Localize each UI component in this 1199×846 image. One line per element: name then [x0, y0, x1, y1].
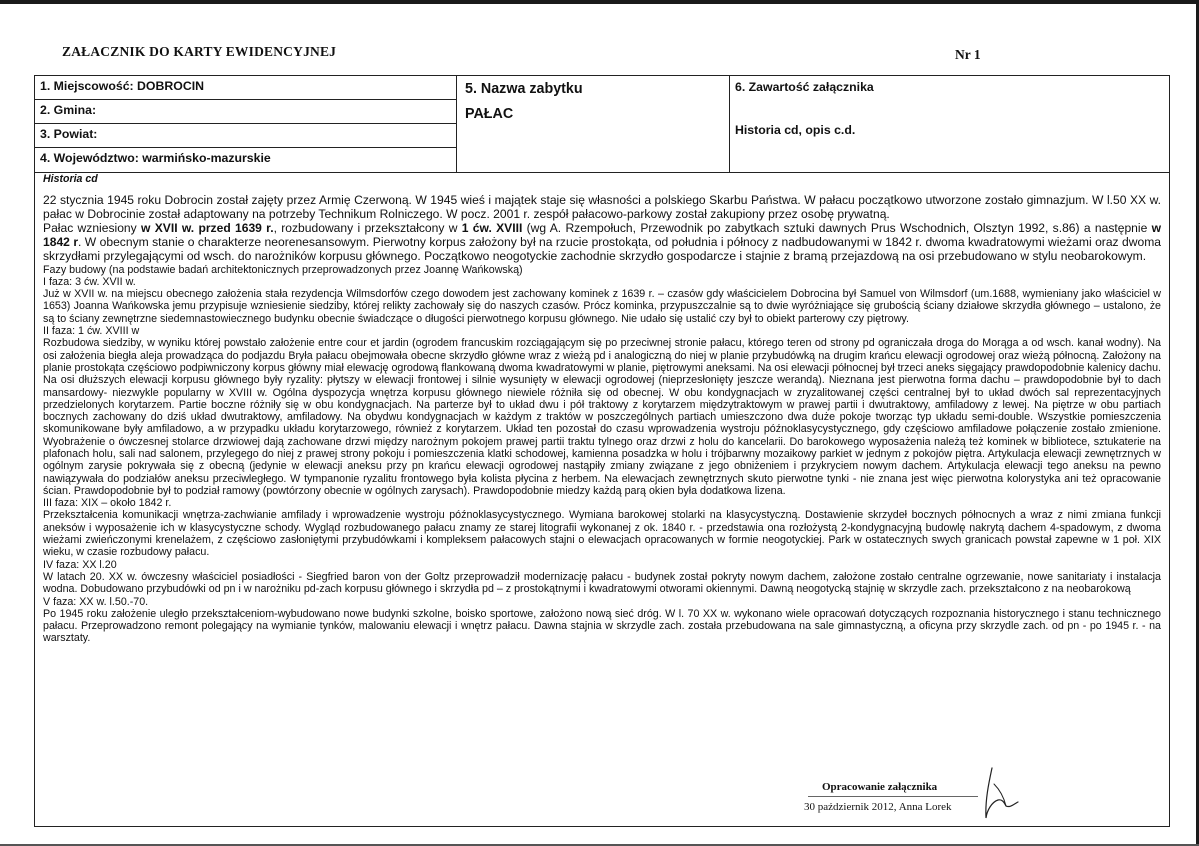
attachment-frame	[34, 75, 1170, 827]
phase-heading: IV faza: XX l.20	[43, 558, 117, 571]
paragraph: Rozbudowa siedziby, w wyniku której powstało założenie entre cour et jardin (ogrodem francuskim rozciągającym się po przeciwnej stronie pałacu, którego teren od strony pd ograniczała droga do Morąga a od wsch. kanał wodny). Na osi założenia biegła aleja prowadząca do podjazdu Bryła pałacu obejmowała obecne skrzydło główne wraz z wieżą pd i analogiczną do niej w planie przybudówką na drugim krańcu elewacji ogrodowej oraz wieżą północną. Założony na planie prostokąta częściowo podpiwniczony korpus główny miał elewację ogrodową flankowaną dwoma kwadratowymi w planie, piętrowymi aneksami. Na osi elewacji północnej był trzeci aneks sięgający prawdopodobnie kalenicy dachu. Na osi dłuższych elewacji korpusu głównego były ryzality: płytszy w elewacji frontowej i silnie wysunięty w elewacji ogrodowej (nieprzesłonięty jeszcze werandą). Nieznana jest pierwotna forma dachu – prawdopodobnie był to dach mansardowy- niezwykle popularny w XVIII w. Ogólna dyspozycja wnętrza korpusu głównego niewiele różniła się od obecnej. W obu kondygnacjach w zryzalitowanej części centralnej był to układ dwóch sal reprezentacyjnych przedzielonych korytarzem. Partie boczne różniły się w obu kondygnacjach. Na parterze był to układ dwu i pół traktowy z korytarzem międzytraktowym w prawej partii i dwutraktowy, amfiladowy z lewej. Na piętrze w obu partiach bocznych zachowany do dziś układ dwutraktowy, amfiladowy. Na obydwu kondygnacjach w każdym z traktów w poszczególnych partiach umieszczono dwa duże pokoje tworząc typ układu semi-double. Wszystkie pomieszczenia skomunikowane były amfiladowo, a w przypadku układu korytarzowego, również z korytarzem. Układ ten pozostał do czasu wprowadzenia wystroju późnoklasycystycznego, gdy częściowo amfiladowe połączenie zostało zmienione. Wyobrażenie o ówczesnej stolarce drzwiowej dają zachowane drzwi między narożnym pokojem prawej partii traktu tylnego oraz drzwi z holu do kancelarii. Do barokowego wyposażenia należą też kominek w bibliotece, sztukaterie na plafonach holu, sali nad salonem, przylegego do niej z prawej strony pokoju i pomieszczenia klatki schodowej, kamienna posadzka w holu i trójbarwny mozaikowy parkiet w jednym z pokojów piętra. Artykulacja elewacji zewnętrznych w ogólnym zarysie pokrywała się z obecną (jedynie w elewacji aneksu przy pn krańcu elewacji ogrodowej nastąpiły zmiany związane z jego obniżeniem i przykryciem nowym dachem. Artykulacja elewacji tego aneksu na pewno nawiązywała do podziałów aneksu przeciwległego. W tympanonie ryzalitu frontowego była kolista płycina z herbem. Na elewacjach zewnętrznych skuto pierwotne tynki - nie znana jest więc pierwotna kolorystyka ani też opracowanie ścian. Prawdopodobnie był to podział ramowy (powtórzony obecnie w ogólnych zarysach). Prawdopodobnie miedzy każdą parą okien była dodatkowa lizena.	[43, 337, 1161, 497]
paragraph: Pałac wzniesiony w XVII w. przed 1639 r., rozbudowany i przekształcony w 1 ćw. XVIII (wg A. Rzempołuch, Przewodnik po zabytkach sztuki dawnych Prus Wschodnich, Olsztyn 1992, s.86) a następnie w 1842 r. W obecnym stanie o charakterze neorenesansowym. Pierwotny korpus założony był na rzucie prostokąta, od południa i północy z nadbudowanymi w 1842 r. dwoma kwadratowymi wieżami oraz dwoma skrzydłami przylegającymi od wsch. do narożników korpusu głównego. Początkowo neogotyckie zachodnie skrzydło gospodarcze i stajnie z bramą przejazdową na osi przebudowano w stylu neobarokowym.	[43, 220, 1162, 263]
field-nazwa-value: PAŁAC	[465, 106, 514, 122]
divider	[456, 76, 457, 173]
paragraph: Po 1945 roku założenie uległo przekształceniom-wybudowano nowe budynki szkolne, boisko sportowe, założono nową sieć dróg. W l. 70 XX w. wykonano wiele opracowań dotyczących rozpoznania historycznego i stanu technicznego pałacu. Przeprowadzono remont polegający na wymianie tynków, malowaniu elewacji i wnętrz pałacu. Dawna stajnia w skrzydle zach. została przebudowana na sale gimnastyczną, a oficyna przy skrzydle zach. od pn - po 1945 r. - na warsztaty.	[43, 607, 1161, 645]
paragraph: Fazy budowy (na podstawie badań architektonicznych przeprowadzonych przez Joannę Wańkowską)	[43, 263, 523, 276]
divider	[35, 172, 1169, 173]
paragraph: W latach 20. XX w. ówczesny właściciel posiadłości - Siegfried baron von der Goltz przeprowadził modernizację pałacu - budynek został pokryty nowym dachem, założone zostało centralne ogrzewanie, nowe sanitariaty i instalacja wodna. Dobudowano przybudówki od pn i w narożniku pd-zach korpusu głównego i skrzydła pd – z prostokątnymi i kwadratowymi otworami okiennymi. Dawną neogotycką stajnię w skrzydle zach. przekształcono z na neobarokową	[43, 570, 1161, 596]
scan-edge-top	[0, 0, 1199, 4]
phase-heading: V faza: XX w. l.50.-70.	[43, 595, 149, 608]
phase-heading: III faza: XIX – około 1842 r.	[43, 497, 172, 510]
footer-divider	[808, 796, 978, 797]
field-zawartosc-value: Historia cd, opis c.d.	[735, 123, 856, 137]
signature	[980, 764, 1025, 824]
field-powiat: 3. Powiat:	[35, 124, 456, 148]
phase-heading: II faza: 1 ćw. XVIII w	[43, 325, 140, 338]
history-text	[43, 194, 1161, 645]
field-zawartosc-label: 6. Zawartość załącznika	[735, 80, 874, 94]
section-label: Historia cd	[43, 173, 98, 185]
document-title: ZAŁACZNIK DO KARTY EWIDENCYJNEJ	[62, 44, 337, 59]
phase-heading: I faza: 3 ćw. XVII w.	[43, 275, 136, 288]
footer-subtitle: 30 październik 2012, Anna Lorek	[804, 801, 952, 813]
field-miejscowosc: 1. Miejscowość: DOBROCIN	[35, 76, 456, 100]
paragraph: Przekształcenia komunikacji wnętrza-zachwianie amfilady i wprowadzenie wystroju późnoklasycystycznego. Wymiana barokowej stolarki na klasycystyczną. Dostawienie skrzydeł bocznych północnych a wraz z nimi zmiana funkcji aneksów i wyposażenie ich w klasycystyczne schody. Wygląd rozbudowanego pałacu znamy ze starej litografii wykonanej z ok. 1840 r. - przedstawia ona rozłożystą 2-kondygnacyjną budowlę nakrytą dachem 4-spadowym, z dwoma wieżami zwieńczonymi krenelażem, z częściowo zasłoniętymi przybudówkami i kompleksem pałacowych stajni o elewacjach opracowanych w formie neogotyckiej. Park w ostatecznych swych granicach powstał zapewne w 1 poł. XIX wieku, w czasie rozbudowy pałacu.	[43, 509, 1161, 559]
paragraph: 22 stycznia 1945 roku Dobrocin został zajęty przez Armię Czerwoną. W 1945 wieś i majątek staje się własności a polskiego Skarbu Państwa. W pałacu początkowo utworzone zostało gimnazjum. W l.50 XX w. pałac w Dobrocinie został adaptowany na potrzeby Technikum Rolniczego. W pocz. 2001 r. zespół pałacowo-parkowy został zakupiony przez osobę prywatną.	[43, 193, 1161, 221]
field-gmina: 2. Gmina:	[35, 100, 456, 124]
divider	[729, 76, 730, 173]
field-nazwa-label: 5. Nazwa zabytku	[465, 81, 583, 97]
footer-title: Opracowanie załącznika	[822, 781, 938, 793]
document-number: Nr 1	[955, 47, 981, 62]
paragraph: Już w XVII w. na miejscu obecnego założenia stała rezydencja Wilmsdorfów czego dowodem jest zachowany kominek z 1639 r. – czasów gdy właścicielem Dobrocina był Samuel von Wilmsdorf (um.1688, wymieniany jako właściciel w 1653) Joanna Wańkowska jemu przypisuje wzniesienie siedziby, której relikty zachowały się do naszych czasów. Prócz kominka, przypuszczalnie są to dwie wyróżniające się grubością ściany działowe skrzydła głównego – ustalono, że są to ściany zewnętrzne siedemnastowiecznego budynku obecnie świadczące o długości pierwotnego korpusu głównego. Nie udało się ustalić czy był to obiekt parterowy czy piętrowy.	[43, 288, 1161, 325]
field-wojewodztwo: 4. Województwo: warmińsko-mazurskie	[40, 151, 271, 165]
